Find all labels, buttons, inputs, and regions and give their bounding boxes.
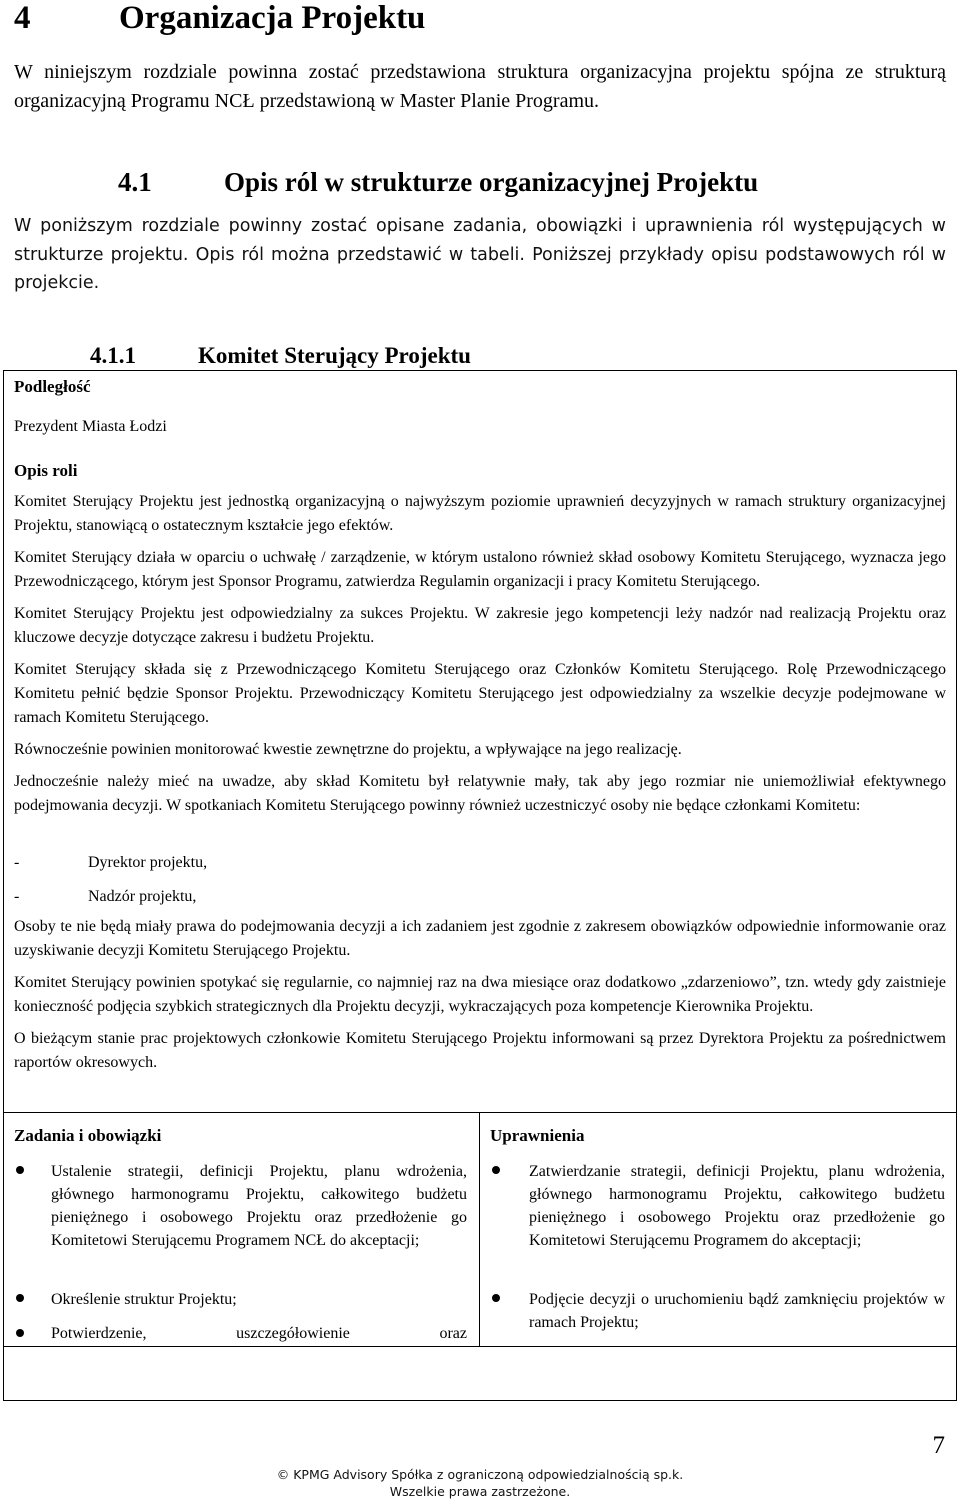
subordination-label: Podległość: [14, 377, 91, 396]
chapter-title: Organizacja Projektu: [119, 0, 426, 36]
section-number: 4.1: [118, 167, 152, 197]
paragraph: O bieżącym stanie prac projektowych członkowie Komitetu Sterującego Projektu informowani są przez Dyrektora Projektu za pośrednictwem raportów okresowych.: [14, 1030, 946, 1071]
dash-item: - Nadzór projektu,: [14, 888, 197, 905]
paragraph: Komitet Sterujący powinien spotykać się regularnie, co najmniej raz na dwa miesiące oraz dodatkowo „zdarzeniowo”, tzn. wtedy gdy zaistnieje konieczność podjęcia szybkich strategicznych dla Projektu decyzji, wykraczających poza kompetencje Kierownika Projektu.: [14, 974, 946, 1015]
right-item: Podjęcie decyzji o uruchomieniu bądź zamknięciu projektów w ramach Projektu;: [529, 1291, 945, 1331]
right-item: Zatwierdzanie strategii, definicji Projektu, planu wdrożenia, głównego harmonogramu Projektu, całkowitego budżetu pieniężnego i osobowego Projektu oraz przedłożenie go Komitetowi Sterującemu Programem do akceptacji;: [529, 1163, 945, 1249]
dash-item: - Dyrektor projektu,: [14, 854, 208, 871]
paragraph: Jednocześnie należy mieć na uwadze, aby skład Komitetu był relatywnie mały, tak aby jego rozmiar nie uniemożliwiał efektywnego podejmowania decyzji. W spotkaniach Komitetu Sterującego powinny również uczestniczyć osoby nie będące członkami Komitetu:: [14, 773, 946, 814]
footer-rights: Wszelkie prawa zastrzeżone.: [389, 1484, 571, 1499]
bullet-icon: [492, 1166, 500, 1174]
role-description-continued: [14, 915, 946, 1083]
section-text: W poniższym rozdziale powinny zostać opisane zadania, obowiązki i uprawnienia ról występujących w strukturze projektu. Opis ról można przedstawić w tabeli. Poniższej przykłady opisu podstawowych ról w projekcie.: [14, 216, 946, 293]
bullet-icon: [492, 1294, 500, 1302]
subordination-value: Prezydent Miasta Łodzi: [14, 418, 167, 435]
chapter-heading: [14, 0, 425, 36]
paragraph: Komitet Sterujący składa się z Przewodniczącego Komitetu Sterującego oraz Członków Komitetu Sterującego. Rolę Przewodniczącego Komitetu pełnić będzie Sponsor Projektu. Przewodniczący Komitetu Sterującego jest odpowiedzialny za wszelkie decyzje podejmowane w ramach Komitetu Sterującego.: [14, 661, 946, 726]
paragraph: Równocześnie powinien monitorować kwestie zewnętrzne do projektu, a wpływające na jego realizację.: [14, 741, 682, 758]
dash-item-text: Dyrektor projektu,: [88, 854, 208, 871]
section-heading: [118, 164, 758, 200]
subsection-heading: [90, 340, 471, 372]
chapter-intro: W niniejszym rozdziale powinna zostać przedstawiona struktura organizacyjna projektu spójna ze strukturą organizacyjną Programu NCŁ przedstawioną w Master Planie Programu.: [14, 61, 946, 112]
duty-item: Ustalenie strategii, definicji Projektu, planu wdrożenia, głównego harmonogramu Projektu, całkowitego budżetu pieniężnego i osobowego Projektu oraz przedłożenie go Komitetowi Sterującemu Programem NCŁ do akceptacji;: [51, 1163, 467, 1249]
paragraph: Komitet Sterujący Projektu jest odpowiedzialny za sukces Projektu. W zakresie jego kompetencji leży nadzór nad realizacją Projektu oraz kluczowe decyzje dotyczące zakresu i budżetu Projektu.: [14, 605, 946, 646]
subsection-number: 4.1.1: [90, 343, 136, 368]
table-column-divider: [479, 1112, 480, 1346]
chapter-number: 4: [14, 0, 31, 36]
bullet-icon: [16, 1294, 24, 1302]
duty-item: Określenie struktur Projektu;: [51, 1291, 237, 1308]
dash-item-text: Nadzór projektu,: [88, 888, 197, 905]
role-description: [14, 490, 946, 826]
table-bottom-border: [3, 1346, 957, 1347]
paragraph: Komitet Sterujący działa w oparciu o uchwałę / zarządzenie, w którym ustalono również skład osobowy Komitetu Sterującego, wyznacza jego Przewodniczącego, którym jest Sponsor Programu, zatwierdza Regulamin organizacji i pracy Komitetu Sterującego.: [14, 549, 946, 590]
page-number: 7: [932, 1432, 945, 1459]
footer-copyright: © KPMG Advisory Spółka z ograniczoną odpowiedzialnością sp.k.: [276, 1467, 684, 1482]
paragraph: Osoby te nie będą miały prawa do podejmowania decyzji a ich zadaniem jest zgodnie z zakresem obowiązków odpowiednie informowanie oraz uzyskiwanie decyzji Komitetu Sterującego Projektu.: [14, 918, 946, 959]
bullet-icon: [16, 1166, 24, 1174]
subsection-title: Komitet Sterujący Projektu: [198, 343, 471, 368]
bullet-icon: [16, 1329, 24, 1337]
duty-item: Potwierdzenie, uszczegółowienie oraz: [51, 1325, 467, 1342]
rights-header: Uprawnienia: [490, 1126, 585, 1145]
section-title: Opis ról w strukturze organizacyjnej Projektu: [224, 167, 759, 197]
paragraph: Komitet Sterujący Projektu jest jednostką organizacyjną o najwyższym poziomie uprawnień decyzyjnych w ramach struktury organizacyjnej Projektu, stanowiącą o ostatecznym kształcie jego efektów.: [14, 493, 946, 534]
duties-header: Zadania i obowiązki: [14, 1126, 162, 1145]
description-label: Opis roli: [14, 461, 78, 480]
